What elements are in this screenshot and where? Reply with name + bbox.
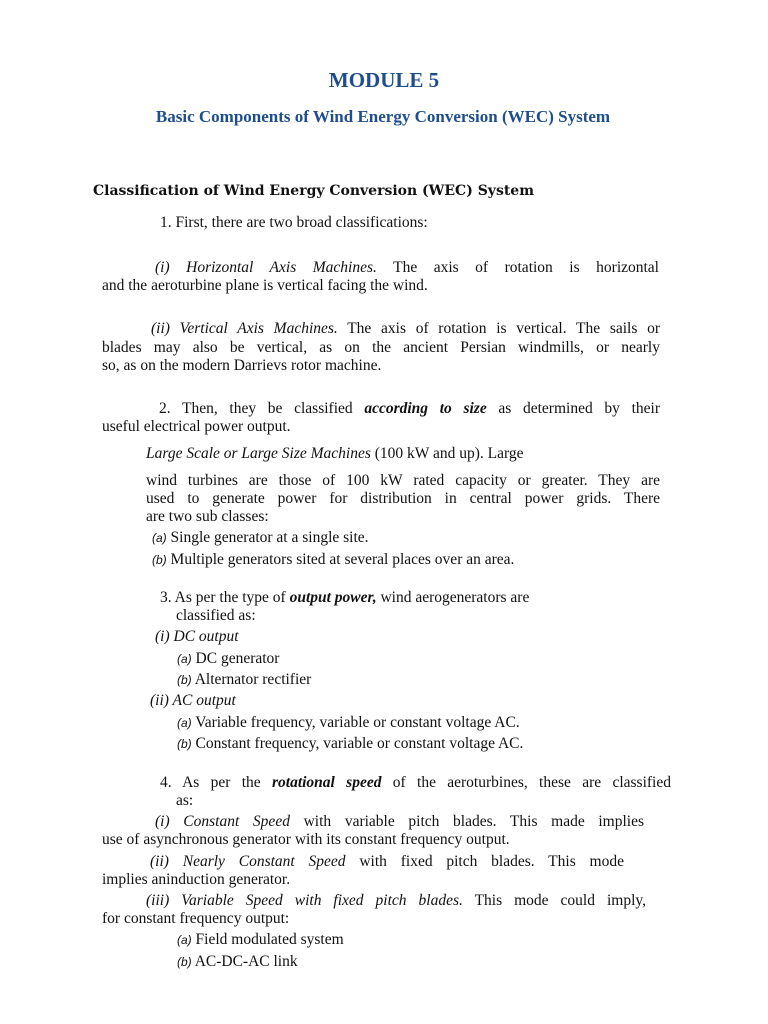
constant-speed-line1 (155, 813, 644, 831)
vertical-axis-label: (ii) Vertical Axis Machines. (151, 320, 338, 337)
item4-post: of the aeroturbines, these are classified (381, 774, 671, 791)
dc-a-text: DC generator (195, 650, 280, 667)
dc-b-text: Alternator rectifier (194, 671, 312, 688)
item3-emphasis: output power, (289, 589, 377, 606)
dc-output-text: (i) DC output (155, 628, 239, 645)
subclass-b (152, 551, 514, 569)
variable-a (177, 931, 344, 949)
subclass-a-label: (a) (152, 531, 167, 545)
ac-a (177, 714, 520, 732)
large-para-line2: used to generate power for distribution in central power grids. There (146, 490, 660, 507)
nearly-constant-label: (ii) Nearly Constant Speed (150, 853, 346, 870)
large-para-line1: wind turbines are those of 100 kW rated capacity or greater. They are (146, 472, 660, 489)
ac-output-label (150, 692, 236, 710)
subclass-a (152, 529, 369, 547)
item2-post: as determined by their (486, 400, 660, 417)
item2-line1 (159, 400, 660, 418)
large-scale-label: Large Scale or Large Size Machines (146, 445, 371, 462)
dc-b (177, 671, 311, 689)
dc-b-label: (b) (177, 673, 192, 687)
variable-speed-line2: for constant frequency output: (102, 910, 290, 927)
item4-pre: 4. As per the (160, 774, 272, 791)
variable-speed-label: (iii) Variable Speed with fixed pitch blades. (146, 892, 463, 909)
section-heading: Classification of Wind Energy Conversion (WEC) System (93, 183, 535, 199)
subclass-a-text: Single generator at a single site. (170, 529, 369, 546)
item1-horizontal-line2: and the aeroturbine plane is vertical facing the wind. (102, 277, 428, 294)
item4-line1 (160, 774, 671, 792)
dc-a-label: (a) (177, 652, 192, 666)
ac-b (177, 735, 523, 753)
module-title: MODULE 5 (328, 68, 440, 92)
item3-post: wind aerogenerators are (376, 589, 530, 606)
nearly-constant-line1 (150, 853, 624, 871)
large-scale-text: (100 kW and up). Large (370, 445, 524, 462)
horizontal-axis-text: The axis of rotation is horizontal (376, 259, 659, 276)
item3-line2: classified as: (176, 607, 256, 624)
item1-vertical-line3: so, as on the modern Darrievs rotor machine. (102, 357, 382, 374)
nearly-constant-line2: implies aninduction generator. (102, 871, 291, 888)
constant-speed-text: with variable pitch blades. This made implies (289, 813, 644, 830)
ac-a-text: Variable frequency, variable or constant voltage AC. (195, 714, 520, 731)
constant-speed-label: (i) Constant Speed (155, 813, 290, 830)
ac-output-text: (ii) AC output (150, 692, 236, 709)
variable-a-text: Field modulated system (195, 931, 344, 948)
large-scale-line (146, 445, 524, 463)
item1-vertical-line2: blades may also be vertical, as on the ancient Persian windmills, or nearly (102, 339, 660, 356)
ac-b-label: (b) (177, 737, 192, 751)
item2-emphasis: according to size (364, 400, 487, 417)
ac-a-label: (a) (177, 716, 192, 730)
constant-speed-line2: use of asynchronous generator with its constant frequency output. (102, 831, 510, 848)
variable-a-label: (a) (177, 933, 192, 947)
variable-b-label: (b) (177, 955, 192, 969)
vertical-axis-text: The axis of rotation is vertical. The sails or (337, 320, 660, 337)
page-subtitle: Basic Components of Wind Energy Conversion (WEC) System (155, 107, 611, 126)
variable-b-text: AC-DC-AC link (194, 953, 298, 970)
subclass-b-text: Multiple generators sited at several places over an area. (170, 551, 515, 568)
dc-a (177, 650, 279, 668)
item2-pre: 2. Then, they be classified (159, 400, 365, 417)
dc-output-label (155, 628, 239, 646)
item4-emphasis: rotational speed (271, 774, 382, 791)
item1-vertical-line1 (151, 320, 660, 338)
item3-line1 (160, 589, 529, 607)
item1-intro: 1. First, there are two broad classifications: (160, 214, 428, 231)
item4-line2: as: (176, 792, 194, 809)
large-para-line3: are two sub classes: (146, 508, 269, 525)
ac-b-text: Constant frequency, variable or constant voltage AC. (195, 735, 524, 752)
horizontal-axis-label: (i) Horizontal Axis Machines. (155, 259, 377, 276)
variable-speed-text: This mode could imply, (462, 892, 647, 909)
item2-line2: useful electrical power output. (102, 418, 291, 435)
item1-horizontal-line1 (155, 259, 659, 277)
subclass-b-label: (b) (152, 553, 167, 567)
item3-pre: 3. As per the type of (160, 589, 290, 606)
variable-b (177, 953, 298, 971)
nearly-constant-text: with fixed pitch blades. This mode (345, 853, 624, 870)
variable-speed-line1 (146, 892, 646, 910)
